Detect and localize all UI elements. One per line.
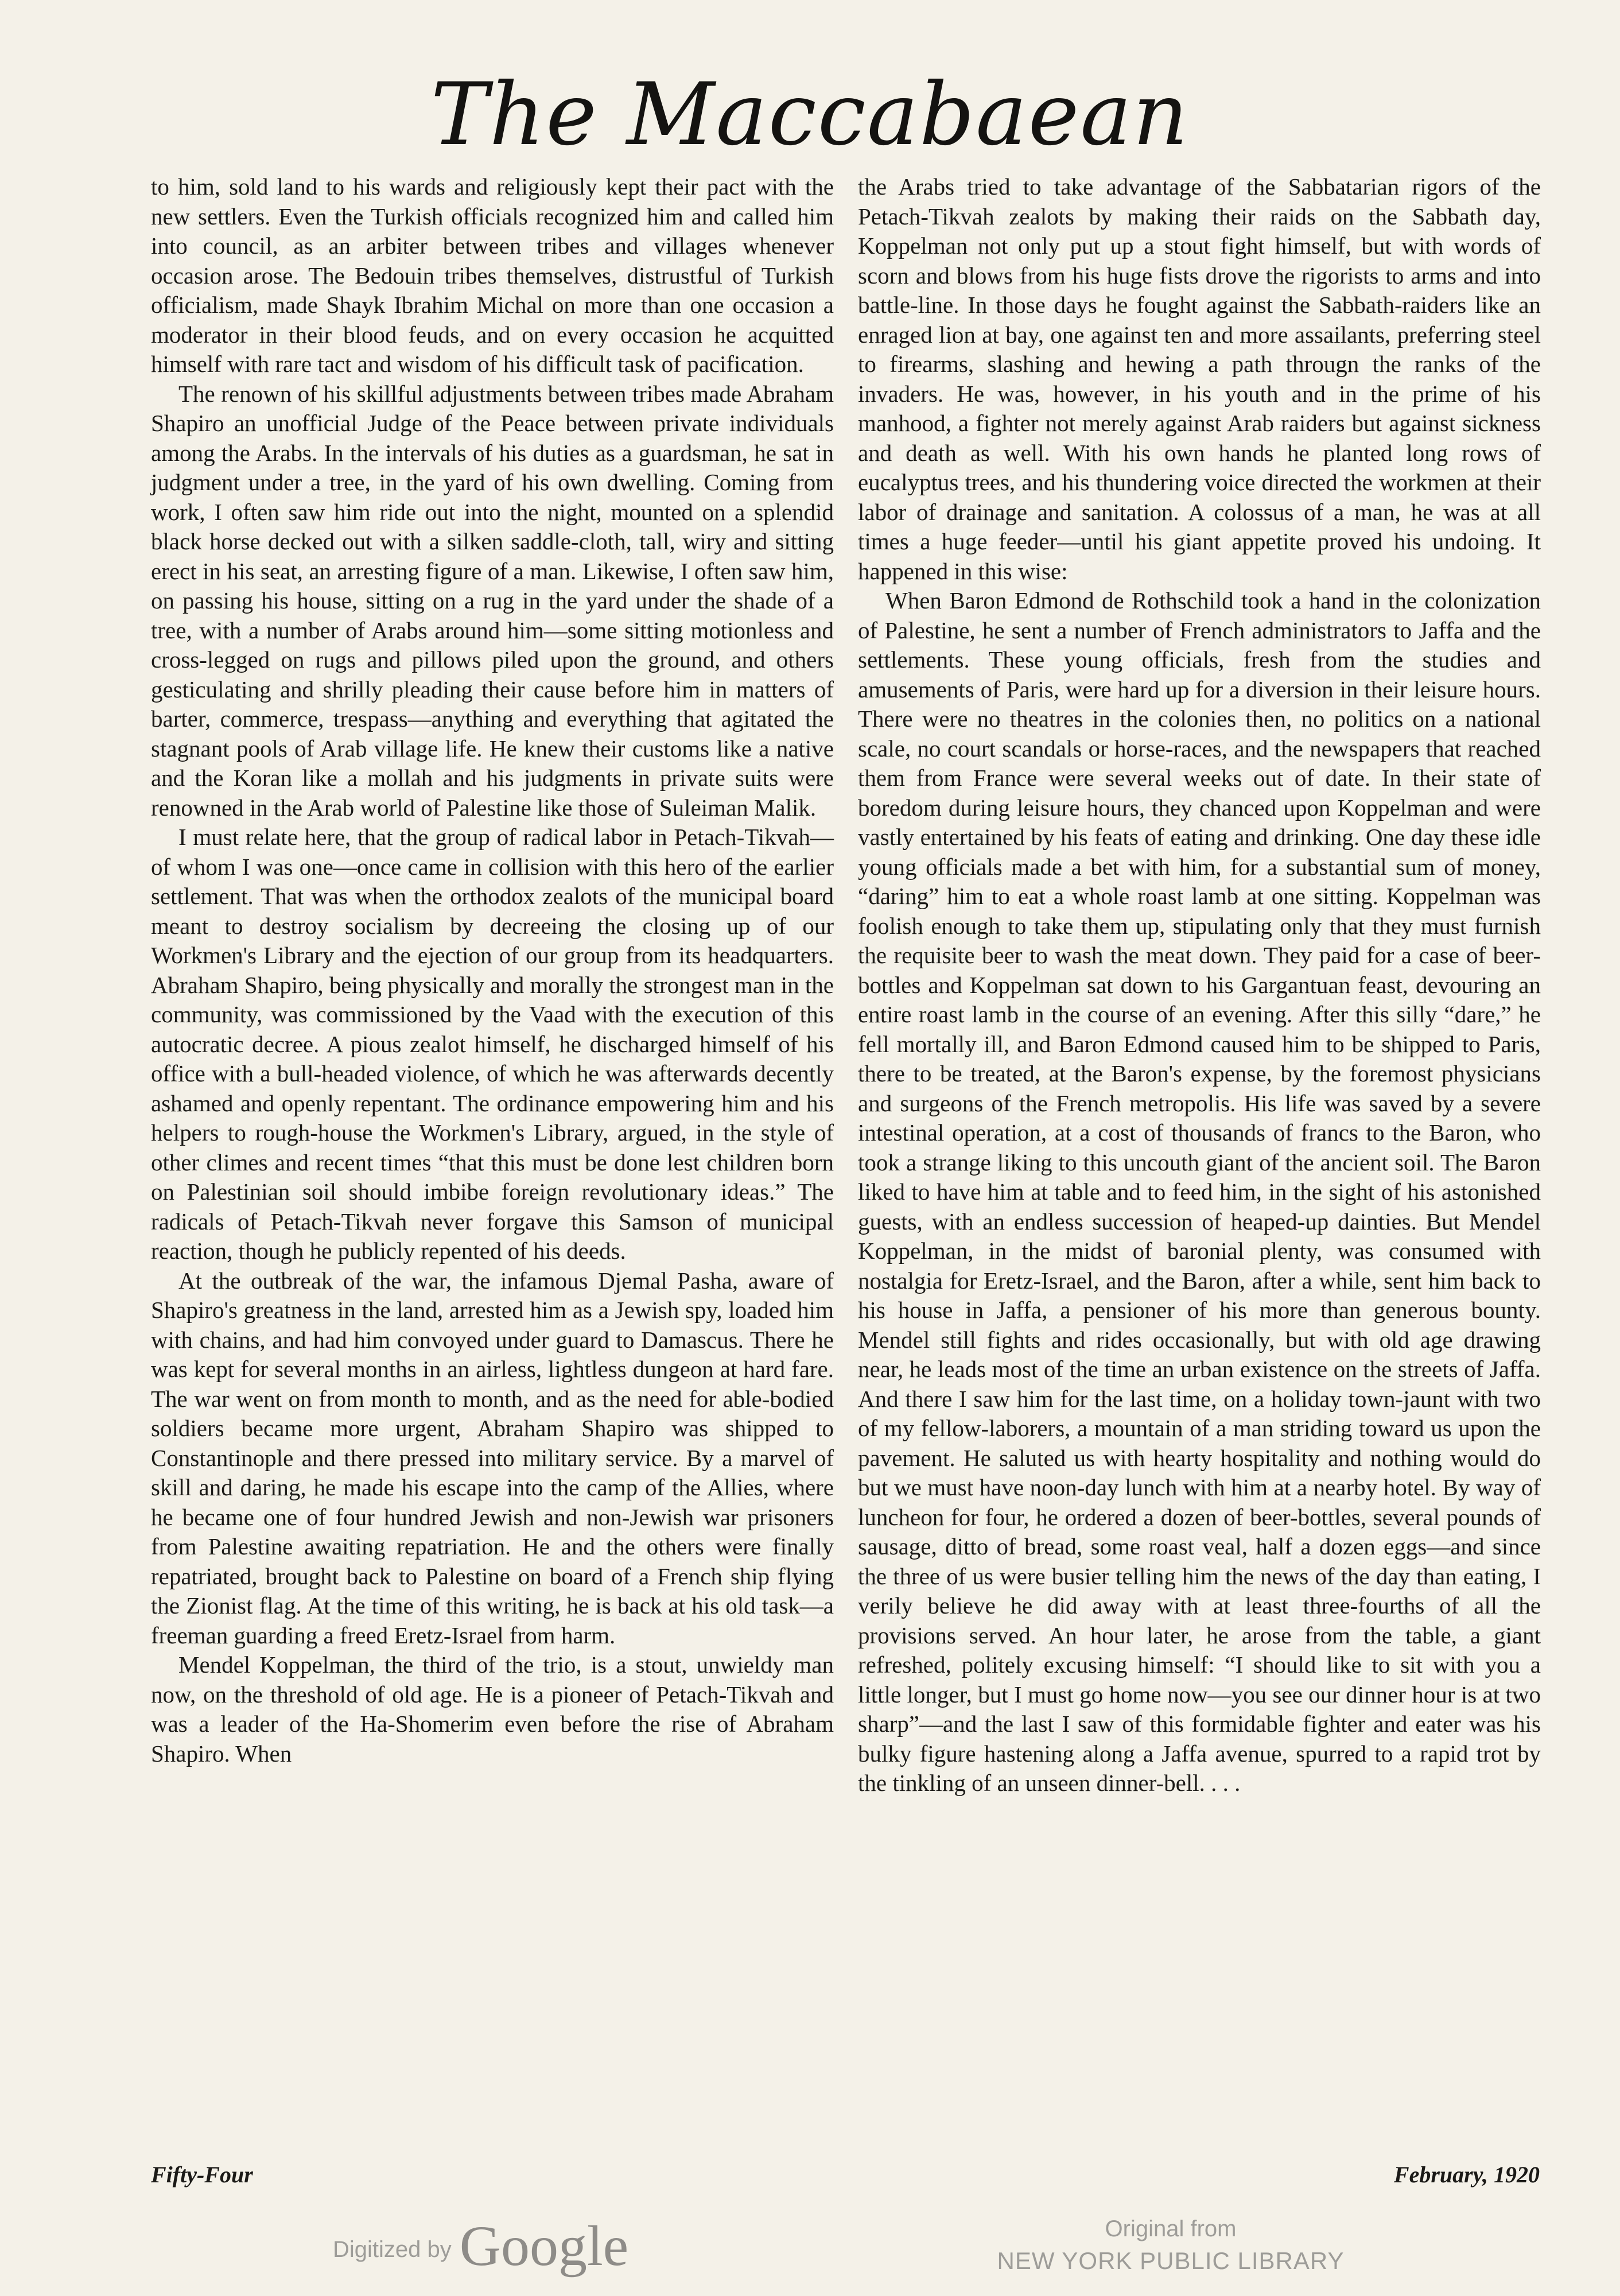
original-from-watermark <box>970 2213 1372 2277</box>
google-logo: Google <box>459 2214 629 2278</box>
left-column <box>151 172 834 1768</box>
paragraph: to him, sold land to his wards and religiously kept their pact with the new settlers. Even the Turkish officials recognized him and called him into council, as an arbiter between tribes and villages whenever occasion arose. The Bedouin tribes themselves, distrustful of Turkish officialism, made Shayk Ibrahim Michal on more than one occasion a moderator in their blood feuds, and on every occasion he acquitted himself with rare tact and wisdom of his difficult task of pacification. <box>151 173 834 377</box>
paragraph: The renown of his skillful adjustments between tribes made Abraham Shapiro an unofficial Judge of the Peace between private individuals among the Arabs. In the intervals of his duties as a guardsman, he sat in judgment under a tree, in the yard of his own dwelling. Coming from work, I often saw him ride out into the night, mounted on a splendid black horse decked out with a silken saddle-cloth, tall, wiry and sitting erect in his seat, an arresting figure of a man. Likewise, I often saw him, on passing his house, sitting on a rug in the yard under the shade of a tree, with a number of Arabs around him—some sitting motionless and cross-legged on rugs and pillows piled upon the ground, and others gesticulating and shrilly pleading their cause before him in matters of barter, commerce, trespass—anything and everything that agitated the stagnant pools of Arab village life. He knew their customs like a native and the Koran like a mollah and his judgments in private suits were renowned in the Arab world of Palestine like those of Suleiman Malik. <box>151 380 834 821</box>
paragraph: When Baron Edmond de Rothschild took a hand in the colonization of Palestine, he sent a number of French administrators to Jaffa and the settlements. These young officials, fresh from the studies and amusements of Paris, were hard up for a diversion in their leisure hours. There were no theatres in the colonies then, no politics on a national scale, no court scandals or horse-races, and the newspapers that reached them from France were several weeks out of date. In their state of boredom during leisure hours, they chanced upon Koppelman and were vastly entertained by his feats of eating and drinking. One day these idle young officials made a bet with him, for a substantial sum of money, “daring” him to eat a whole roast lamb at one sitting. Koppelman was foolish enough to take them up, stipulating only that they must furnish the requisite beer to wash the meat down. They paid for a case of beer-bottles and Koppelman sat down to his Gargantuan feast, devouring an entire roast lamb in the course of an evening. After this silly “dare,” he fell mortally ill, and Baron Edmond caused him to be shipped to Paris, there to be treated, at the Baron's expense, by the foremost physicians and surgeons of the French metropolis. His life was saved by a severe intestinal operation, at a cost of thousands of francs to the Baron, who took a strange liking to this uncouth giant of the ancient soil. The Baron liked to have him at table and to feed him, in the sight of his astonished guests, with an endless succession of heaped-up dainties. But Mendel Koppelman, in the midst of baronial plenty, was consumed with nostalgia for Eretz-Israel, and the Baron, after a while, sent him back to his house in Jaffa, a pensioner of his more than generous bounty. Mendel still fights and rides occasionally, but with old age drawing near, he leads most of the time an urban existence on the streets of Jaffa. And there I saw him for the last time, on a holiday town-jaunt with two of my fellow-laborers, a mountain of a man striding toward us upon the pavement. He saluted us with hearty hospitality and nothing would do but we must have noon-day lunch with him at a nearby hotel. By way of luncheon for four, he ordered a dozen of beer-bottles, several pounds of sausage, ditto of bread, some roast veal, half a dozen eggs—and since the three of us were busier telling him the news of the day than eating, I verily believe he did away with at least three-fourths of all the provisions served. An hour later, he arose from the table, a giant refreshed, politely excusing himself: “I should like to sit with you a little longer, but I must go home now—you see our dinner hour is at two sharp”—and the last I saw of this formidable fighter and eater was his bulky figure hastening along a Jaffa avenue, spurred to a rapid trot by the tinkling of an unseen dinner-bell. . . . <box>858 587 1541 1796</box>
issue-date: February, 1920 <box>1393 2162 1540 2188</box>
library-name: NEW YORK PUBLIC LIBRARY <box>997 2247 1345 2274</box>
paragraph: the Arabs tried to take advantage of the Sabbatarian rigors of the Petach-Tikvah zealots by making their raids on the Sabbath day, Koppelman not only put up a stout fight himself, but with words of scorn and blows from his huge fists drove the rigorists to arms and into battle-line. In those days he fought against the Sabbath-raiders like an enraged lion at bay, one against ten and more assailants, preferring steel to firearms, slashing and hewing a path througn the ranks of the invaders. He was, however, in his youth and in the prime of his manhood, a fighter not merely against Arab raiders but against sickness and death as well. With his own hands he planted long rows of eucalyptus trees, and his thundering voice directed the workmen at their labor of drainage and sanitation. A colossus of a man, he was at all times a huge feeder—until his giant appetite proved his undoing. It happened in this wise: <box>858 173 1541 584</box>
paragraph: I must relate here, that the group of radical labor in Petach-Tikvah—of whom I was one—once came in collision with this hero of the earlier settlement. That was when the orthodox zealots of the municipal board meant to destroy socialism by decreeing the closing up of our Workmen's Library and the ejection of our group from its headquarters. Abraham Shapiro, being physically and morally the strongest man in the community, was commissioned by the Vaad with the execution of this autocratic decree. A pious zealot himself, he discharged himself of his office with a bull-headed violence, of which he was afterwards decently ashamed and openly repentant. The ordinance empowering him and his helpers to rough-house the Workmen's Library, argued, in the style of other climes and recent times “that this must be done lest children born on Palestinian soil should imbibe foreign revolutionary ideas.” The radicals of Petach-Tikvah never forgave this Samson of municipal reaction, though he publicly repented of his deeds. <box>151 824 834 1264</box>
digitized-by-label: Digitized by <box>333 2237 452 2262</box>
paragraph: At the outbreak of the war, the infamous Djemal Pasha, aware of Shapiro's greatness in the land, arrested him as a Jewish spy, loaded him with chains, and had him convoyed under guard to Damascus. There he was kept for several months in an airless, lightless dungeon at hard fare. The war went on from month to month, and as the need for able-bodied soldiers became more urgent, Abraham Shapiro was shipped to Constantinople and there pressed into military service. By a marvel of skill and daring, he made his escape into the camp of the Allies, where he became one of four hundred Jewish and non-Jewish war prisoners from Palestine awaiting repatriation. He and the others were finally repatriated, brought back to Palestine on board of a French ship flying the Zionist flag. At the time of this writing, he is back at his old task—a freeman guarding a freed Eretz-Israel from harm. <box>151 1267 834 1649</box>
masthead-title: The Maccabaean <box>430 65 1190 165</box>
page-number: Fifty-Four <box>151 2162 253 2188</box>
original-from-label: Original from <box>1105 2216 1237 2241</box>
digitized-by-watermark <box>333 2213 628 2279</box>
paragraph: Mendel Koppelman, the third of the trio, is a stout, unwieldy man now, on the threshold of old age. He is a pioneer of Petach-Tikvah and was a leader of the Ha-Shomerim even before the rise of Abraham Shapiro. When <box>151 1651 834 1767</box>
right-column <box>858 172 1541 1798</box>
